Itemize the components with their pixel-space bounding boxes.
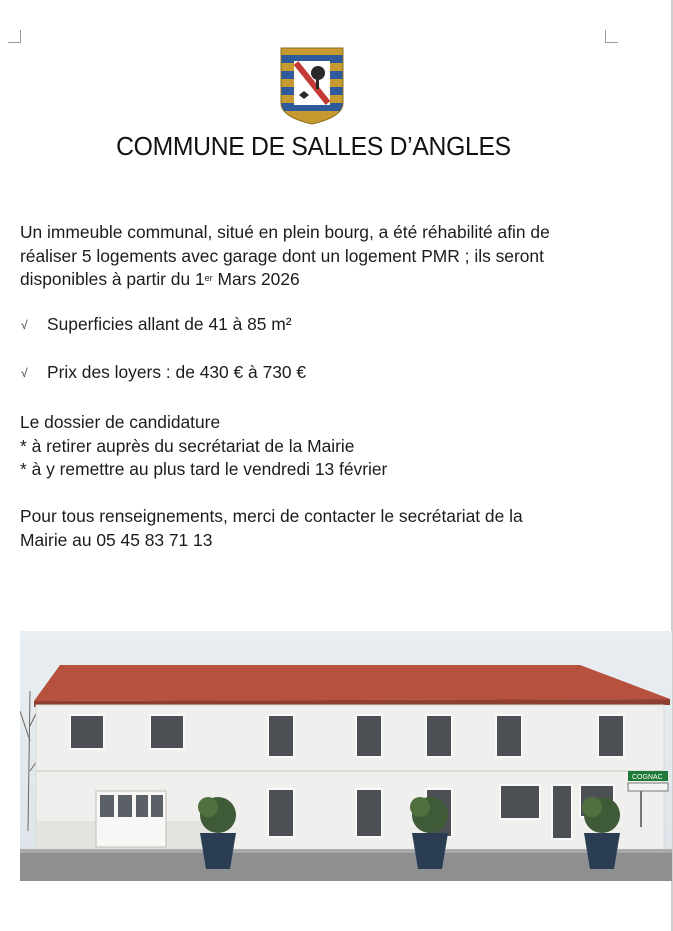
- intro-text: disponibles à partir du 1: [20, 269, 205, 289]
- ground: [20, 849, 672, 881]
- page-title: COMMUNE DE SALLES D’ANGLES: [116, 131, 511, 161]
- contact-line: Mairie au 05 45 83 71 13: [20, 529, 213, 550]
- ordinal-suffix: er: [204, 273, 213, 283]
- application-heading: Le dossier de candidature: [20, 412, 221, 432]
- bullet-rent-price: Prix des loyers : de 430 € à 730 €: [47, 362, 307, 382]
- check-mark-icon: √: [21, 318, 28, 332]
- crop-mark-top-left: [8, 30, 21, 43]
- application-item: * à retirer auprès du secrétariat de la Mairie: [20, 435, 355, 456]
- bullet-surface-area: Superficies allant de 41 à 85 m²: [47, 314, 292, 334]
- roof: [34, 665, 670, 701]
- intro-line: [20, 268, 620, 292]
- building-photo: [20, 631, 672, 881]
- application-item: * à y remettre au plus tard le vendredi 13 février: [20, 459, 388, 479]
- coat-of-arms-icon: [280, 47, 344, 125]
- contact-paragraph: [20, 505, 620, 552]
- intro-text: Mars 2026: [212, 269, 300, 289]
- crop-mark-top-right: [605, 30, 618, 43]
- check-mark-icon: √: [21, 366, 28, 380]
- application-section: [20, 411, 620, 482]
- intro-line: réaliser 5 logements avec garage dont un logement PMR ; ils seront: [20, 245, 544, 266]
- road-sign-label: COGNAC: [632, 774, 663, 781]
- intro-line: Un immeuble communal, situé en plein bourg, a été réhabilité afin de: [20, 222, 550, 242]
- intro-paragraph: [20, 221, 620, 292]
- contact-line: Pour tous renseignements, merci de contacter le secrétariat de la: [20, 506, 523, 526]
